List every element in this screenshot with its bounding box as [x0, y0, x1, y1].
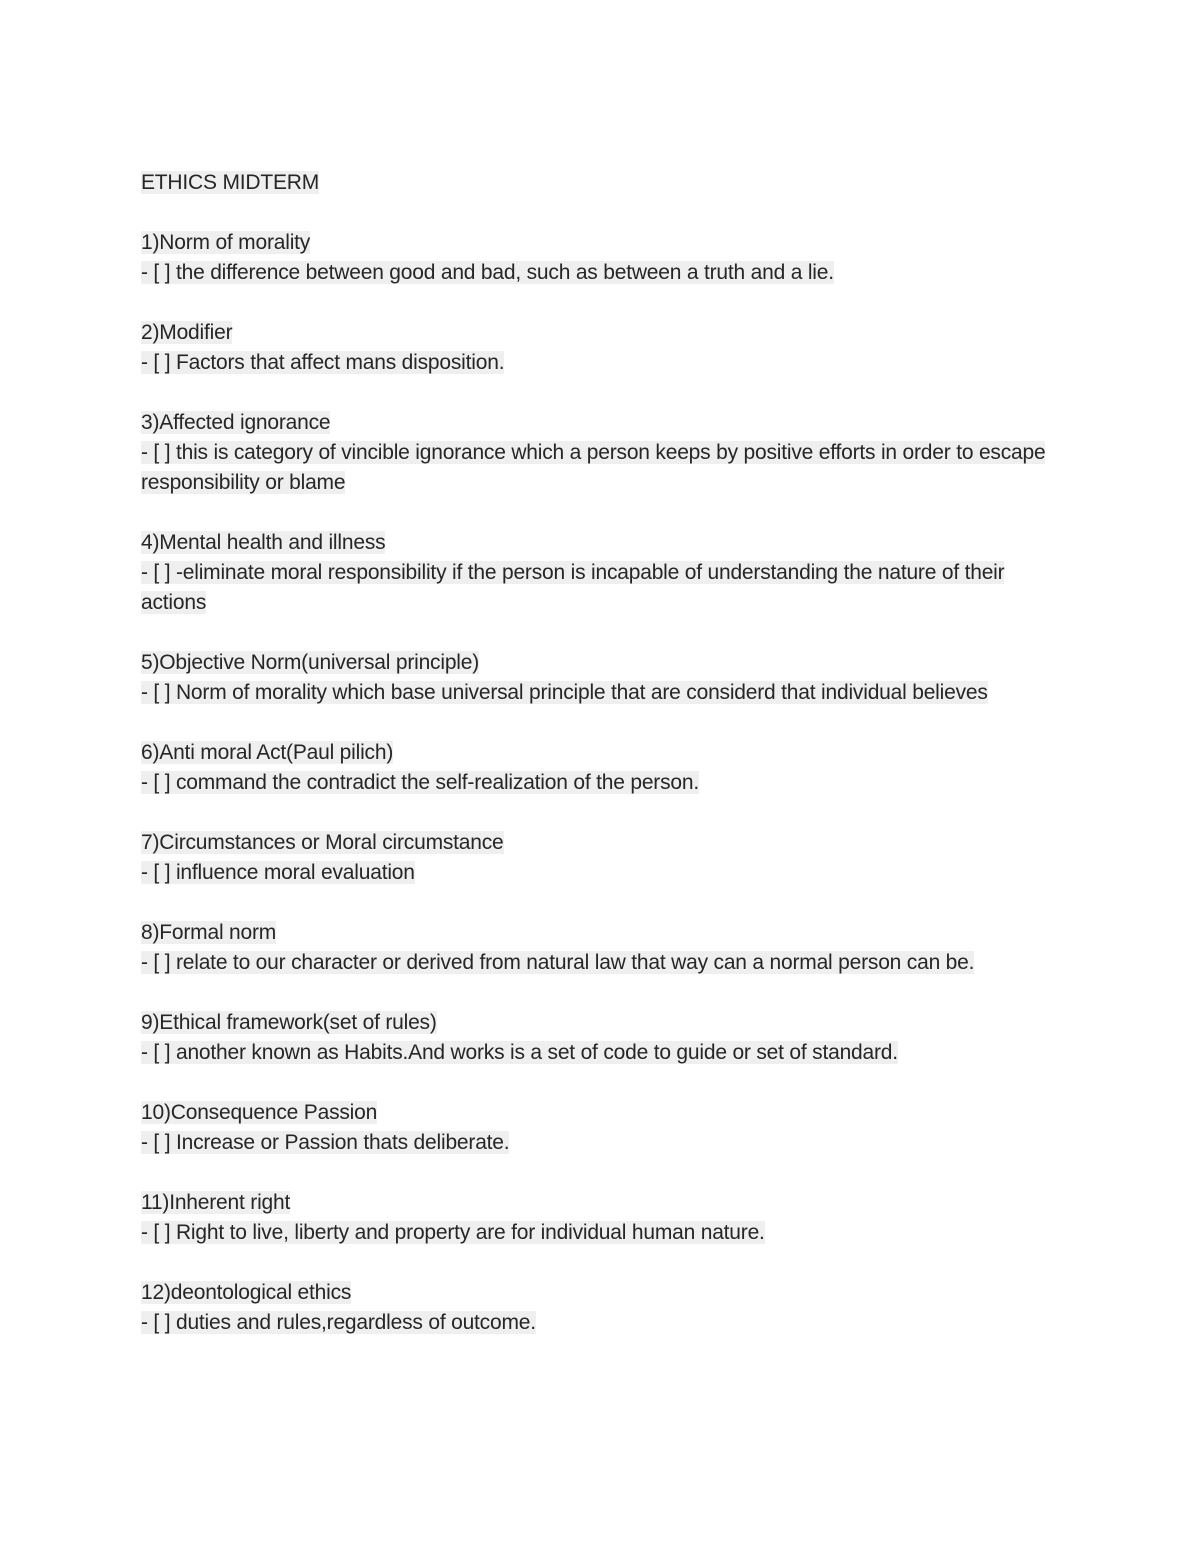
list-item: [141, 228, 1071, 288]
definition: - [ ] duties and rules,regardless of outcome.: [141, 1311, 536, 1334]
list-item: [141, 918, 1071, 978]
definition: - [ ] this is category of vincible ignorance which a person keeps by positive efforts in order to escape responsibility or blame: [141, 441, 1046, 494]
term: 10)Consequence Passion: [141, 1101, 378, 1124]
list-item: [141, 648, 1071, 708]
list-item: [141, 738, 1071, 798]
list-item: [141, 1278, 1071, 1338]
list-item: [141, 1098, 1071, 1158]
document-title-text: ETHICS MIDTERM: [141, 171, 320, 194]
list-item: [141, 318, 1071, 378]
list-item: [141, 1008, 1071, 1068]
term: 5)Objective Norm(universal principle): [141, 651, 480, 674]
definition: - [ ] Norm of morality which base universal principle that are considerd that individual believes: [141, 681, 988, 704]
definition: - [ ] influence moral evaluation: [141, 861, 415, 884]
document-body: [141, 168, 1071, 1368]
list-item: [141, 408, 1071, 498]
term: 11)Inherent right: [141, 1191, 291, 1214]
definition: - [ ] Factors that affect mans disposition.: [141, 351, 505, 374]
list-item: [141, 1188, 1071, 1248]
definition: - [ ] -eliminate moral responsibility if the person is incapable of understanding the nature of their actions: [141, 561, 1005, 614]
document-title: [141, 168, 1071, 198]
term: 6)Anti moral Act(Paul pilich): [141, 741, 394, 764]
term: 12)deontological ethics: [141, 1281, 352, 1304]
list-item: [141, 528, 1071, 618]
definition: - [ ] relate to our character or derived from natural law that way can a normal person can be.: [141, 951, 975, 974]
definition: - [ ] Increase or Passion thats deliberate.: [141, 1131, 510, 1154]
term: 2)Modifier: [141, 321, 233, 344]
term: 3)Affected ignorance: [141, 411, 331, 434]
definition: - [ ] the difference between good and bad, such as between a truth and a lie.: [141, 261, 834, 284]
definition: - [ ] Right to live, liberty and property are for individual human nature.: [141, 1221, 765, 1244]
term: 7)Circumstances or Moral circumstance: [141, 831, 504, 854]
definition: - [ ] command the contradict the self-realization of the person.: [141, 771, 699, 794]
list-item: [141, 828, 1071, 888]
term: 8)Formal norm: [141, 921, 277, 944]
definition: - [ ] another known as Habits.And works is a set of code to guide or set of standard.: [141, 1041, 898, 1064]
term: 4)Mental health and illness: [141, 531, 386, 554]
term: 9)Ethical framework(set of rules): [141, 1011, 437, 1034]
term: 1)Norm of morality: [141, 231, 311, 254]
